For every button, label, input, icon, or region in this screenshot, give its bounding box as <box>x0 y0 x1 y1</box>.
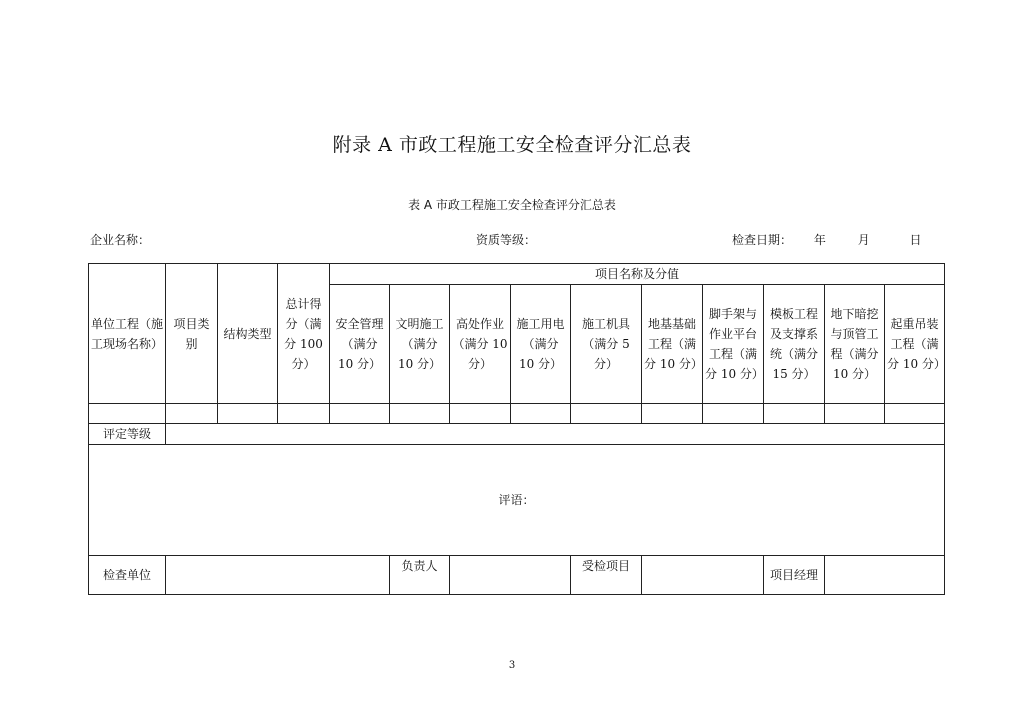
table-caption: 表 A 市政工程施工安全检查评分汇总表 <box>408 198 616 212</box>
cell-tunneling[interactable] <box>825 404 885 424</box>
grade-row <box>89 424 945 445</box>
cell-formwork[interactable] <box>764 404 825 424</box>
person-in-charge-label: 负责人 <box>390 556 450 595</box>
month-label: 月 <box>857 233 870 247</box>
header-row-group <box>89 264 945 285</box>
cell-machinery[interactable] <box>571 404 642 424</box>
comment-cell[interactable] <box>89 445 945 556</box>
header-unit-project: 单位工程（施工现场名称） <box>89 264 166 404</box>
cell-electricity[interactable] <box>511 404 571 424</box>
inspected-project-value[interactable] <box>642 556 764 595</box>
cell-foundation[interactable] <box>642 404 703 424</box>
page-title: 附录 A 市政工程施工安全检查评分汇总表 <box>332 134 692 156</box>
comment-label: 评语： <box>498 493 535 507</box>
grade-label: 评定等级 <box>89 424 166 445</box>
header-total-score: 总计得分（满分 100 分） <box>278 264 330 404</box>
cell-hoisting[interactable] <box>885 404 945 424</box>
year-label: 年 <box>813 233 826 247</box>
header-items-group: 项目名称及分值 <box>330 264 945 285</box>
page-number: 3 <box>508 660 516 671</box>
signature-row <box>89 556 945 595</box>
company-name-label: 企业名称： <box>90 233 151 247</box>
table-row <box>89 404 945 424</box>
header-item-safety-management: 安全管理（满分 10 分） <box>330 285 390 404</box>
header-item-electricity: 施工用电（满分 10 分） <box>511 285 571 404</box>
qualification-label: 资质等级： <box>476 233 537 247</box>
header-item-tunneling: 地下暗挖与顶管工程（满分 10 分） <box>825 285 885 404</box>
person-in-charge-value[interactable] <box>450 556 571 595</box>
cell-civilized-construction[interactable] <box>390 404 450 424</box>
header-item-hoisting: 起重吊装工程（满分 10 分） <box>885 285 945 404</box>
header-item-work-at-height: 高处作业（满分 10 分） <box>450 285 511 404</box>
header-item-formwork: 模板工程及支撑系统（满分 15 分） <box>764 285 825 404</box>
header-item-civilized-construction: 文明施工（满分 10 分） <box>390 285 450 404</box>
cell-work-at-height[interactable] <box>450 404 511 424</box>
project-manager-label: 项目经理 <box>764 556 825 595</box>
comment-row <box>89 445 945 556</box>
project-manager-value[interactable] <box>825 556 945 595</box>
header-structure-type: 结构类型 <box>218 264 278 404</box>
inspected-project-label: 受检项目 <box>571 556 642 595</box>
inspect-unit-label: 检查单位 <box>89 556 166 595</box>
cell-safety-management[interactable] <box>330 404 390 424</box>
score-summary-table <box>88 263 945 595</box>
inspection-date <box>732 231 922 248</box>
header-project-category: 项目类别 <box>166 264 218 404</box>
header-item-scaffolding: 脚手架与作业平台工程（满分 10 分） <box>703 285 764 404</box>
header-item-foundation: 地基基础工程（满分 10 分） <box>642 285 703 404</box>
cell-scaffolding[interactable] <box>703 404 764 424</box>
grade-value-cell[interactable] <box>166 424 945 445</box>
inspect-unit-value[interactable] <box>166 556 390 595</box>
date-label: 检查日期： <box>732 233 793 247</box>
cell-project-category[interactable] <box>166 404 218 424</box>
cell-structure-type[interactable] <box>218 404 278 424</box>
cell-unit-project[interactable] <box>89 404 166 424</box>
day-label: 日 <box>909 233 922 247</box>
header-item-machinery: 施工机具（满分 5 分） <box>571 285 642 404</box>
cell-total-score[interactable] <box>278 404 330 424</box>
